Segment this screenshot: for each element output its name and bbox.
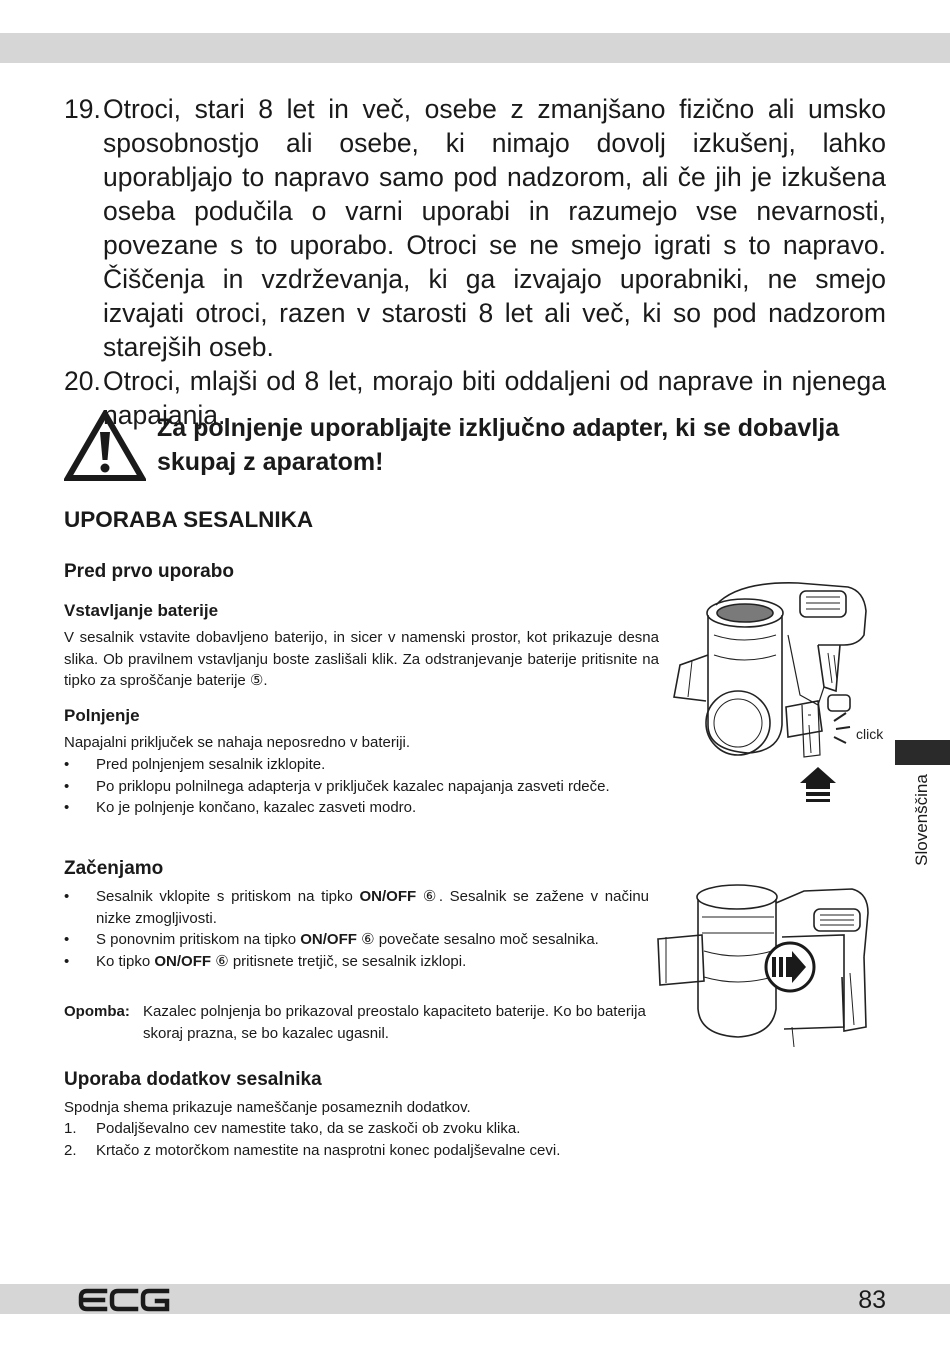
charging-intro: Napajalni priključek se nahaja neposredno v bateriji. [64, 734, 411, 751]
note [64, 1001, 659, 1044]
item-number: 19. [64, 94, 101, 124]
getting-started-list [64, 886, 649, 972]
warning-text: Za polnjenje uporabljajte izključno adapter, ki se dobavlja skupaj z aparatom! [157, 414, 840, 476]
first-use-heading: Pred prvo uporabo [64, 561, 234, 582]
ecg-logo [78, 1288, 172, 1312]
list-item: • Pred polnjenjem sesalnik izklopite. [64, 756, 326, 773]
item-number: 20. [64, 366, 101, 396]
warning-triangle-icon [64, 410, 146, 482]
note-label: Opomba: [64, 1003, 130, 1020]
click-label: click [856, 726, 884, 742]
item-text: Otroci, mlajši od 8 let, morajo biti oddaljeni od naprave in njenega napajanja. [103, 366, 886, 430]
safety-instructions-list [64, 92, 886, 432]
page-number: 83 [858, 1286, 886, 1314]
getting-started-heading: Začenjamo [64, 858, 164, 879]
list-item: 1. Podaljševalno cev namestite tako, da se zaskoči ob zvoku klika. [64, 1120, 521, 1137]
note-text: Kazalec polnjenja bo prikazoval preostalo kapaciteto baterije. Ko bo baterija skoraj prazna, se bo kazalec ugasnil. [143, 1003, 646, 1042]
list-item: 2. Krtačo z motorčkom namestite na nasprotni konec podaljševalne cevi. [64, 1141, 561, 1159]
charging-heading: Polnjenje [64, 706, 140, 725]
battery-insertion-figure [668, 575, 893, 830]
list-item: • Sesalnik vklopite s pritiskom na tipko ON/OFF ⑥. Sesalnik se zažene v načinu nizke zmogljivosti. [64, 888, 650, 927]
list-item: • Ko je polnjenje končano, kazalec zasveti modro. [64, 799, 417, 816]
list-item: • Po priklopu polnilnega adapterja v priključek kazalec napajanja zasveti rdeče. [64, 777, 610, 795]
safety-item [64, 92, 886, 364]
switch-on-figure [654, 877, 894, 1052]
language-label: Slovenščina [912, 774, 931, 866]
charging-list [64, 754, 659, 819]
section-title: UPORABA SESALNIKA [64, 507, 314, 532]
accessories-steps [64, 1118, 664, 1161]
list-item: • Ko tipko ON/OFF ⑥ pritisnete tretjič, se sesalnik izklopi. [64, 952, 467, 970]
battery-paragraph: V sesalnik vstavite dobavljeno baterijo, in sicer v namenski prostor, kot prikazuje desna slika. Ob pravilnem vstavljanju boste zaslišali klik. Za odstranjevanje baterije pritisnite na tipko za sproščanje baterije ⑤. [64, 629, 659, 689]
accessories-intro: Spodnja shema prikazuje nameščanje posameznih dodatkov. [64, 1099, 471, 1116]
language-tab [895, 740, 950, 765]
battery-heading: Vstavljanje baterije [64, 601, 219, 620]
item-text: Otroci, stari 8 let in več, osebe z zmanjšano fizično ali umsko sposobnostjo ali osebe, ki nimajo dovolj izkušenj, lahko uporabljajo to napravo samo pod nadzorom, ali če jih je izkušena oseba podučila o varni uporabi in razumejo vse nevarnosti, povezane s to uporabo. Otroci se ne smejo igrati s to napravo. Čiščenja in vzdrževanja, ki ga izvajajo uporabniki, ne smejo izvajati otroci, razen v starosti 8 let ali več, ki so pod nadzorom starejših oseb. [103, 94, 886, 362]
list-item: • S ponovnim pritiskom na tipko ON/OFF ⑥ povečate sesalno moč sesalnika. [64, 931, 599, 948]
header-band [0, 33, 950, 63]
accessories-heading: Uporaba dodatkov sesalnika [64, 1069, 322, 1090]
